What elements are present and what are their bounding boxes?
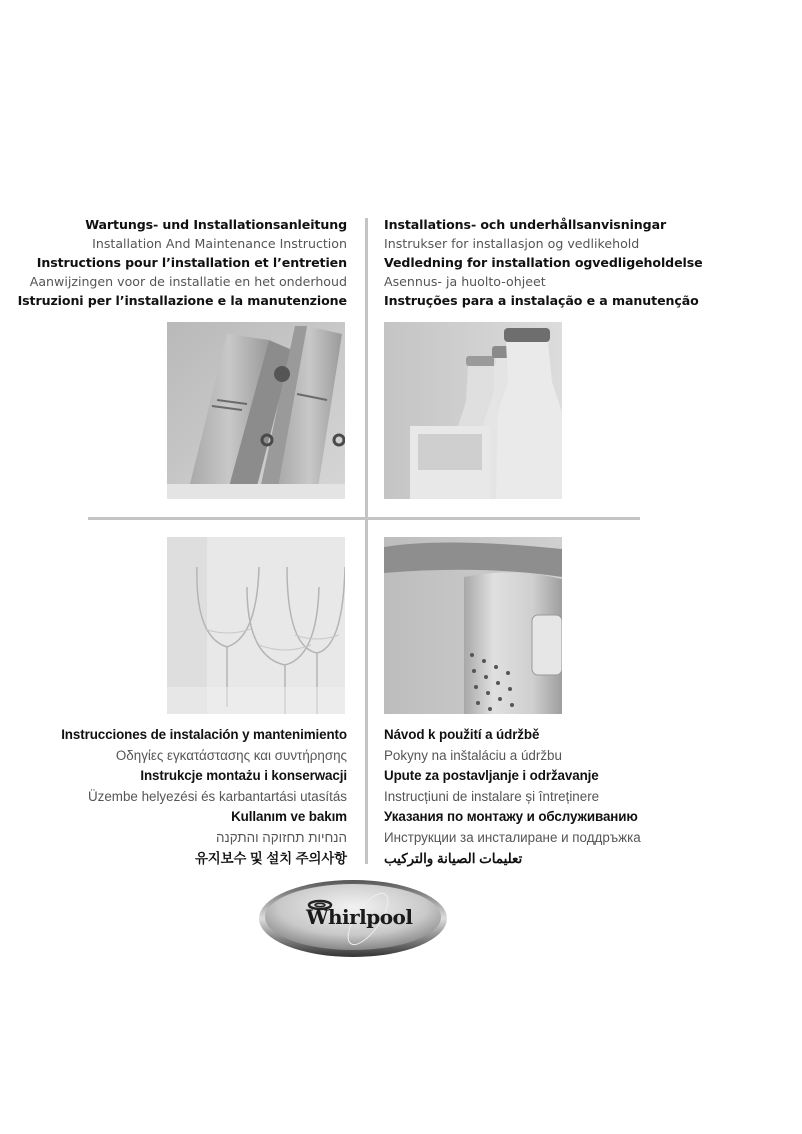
milk-bottles-photo [384, 322, 562, 499]
title-de: Wartungs- und Installationsanleitung [85, 217, 347, 232]
title-ro: Instrucțiuni de instalare și întreținere [384, 788, 600, 804]
title-block-top-left [18, 215, 347, 310]
horizontal-divider [88, 517, 640, 520]
title-es: Instrucciones de instalación y mantenimiento [61, 727, 347, 742]
title-cs: Návod k použití a údržbě [384, 727, 540, 742]
title-block-bottom-right [384, 725, 641, 869]
title-ru: Указания по монтажу и обслуживанию [384, 809, 638, 825]
title-fr: Instructions pour l’installation et l’entretien [36, 255, 347, 270]
steel-pot-photo [384, 537, 562, 714]
title-sv: Installations- och underhållsanvisningar [384, 217, 667, 232]
title-it: Istruzioni per l’installazione e la manutenzione [17, 293, 347, 308]
title-da: Vedledning for installation ogvedligeholdelse [384, 255, 703, 270]
vertical-divider [365, 218, 368, 864]
title-hu: Üzembe helyezési és karbantartási utasítás [87, 788, 347, 804]
title-he: הנחיות תחזוקה והתקנה [216, 829, 347, 845]
title-bg: Инструкции за инсталиране и поддръжка [384, 829, 641, 845]
title-block-top-right [384, 215, 703, 310]
title-tr: Kullanım ve bakım [231, 809, 347, 825]
title-ko: 유지보수 및 설치 주의사항 [194, 850, 347, 866]
title-ar: تعليمات الصيانة والتركيب [384, 850, 523, 866]
title-sk: Pokyny na inštaláciu a údržbu [384, 747, 562, 763]
title-el: Οδηγίες εγκατάστασης και συντήρησης [115, 747, 347, 763]
title-nl: Aanwijzingen voor de installatie en het onderhoud [29, 274, 347, 289]
title-hr: Upute za postavljanje i održavanje [384, 768, 599, 784]
title-block-bottom-left [61, 725, 347, 869]
title-fi: Asennus- ja huolto-ohjeet [384, 274, 546, 289]
title-pl: Instrukcje montażu i konserwacji [140, 768, 347, 784]
title-pt: Instruções para a instalação e a manutenção [384, 293, 699, 308]
whirlpool-logo [258, 879, 448, 958]
title-no: Instrukser for installasjon og vedlikehold [384, 236, 640, 251]
title-en: Installation And Maintenance Instruction [92, 236, 347, 251]
clothespins-photo [167, 322, 345, 499]
logo-wordmark: Whirlpool [306, 905, 413, 929]
wine-glasses-photo [167, 537, 345, 714]
